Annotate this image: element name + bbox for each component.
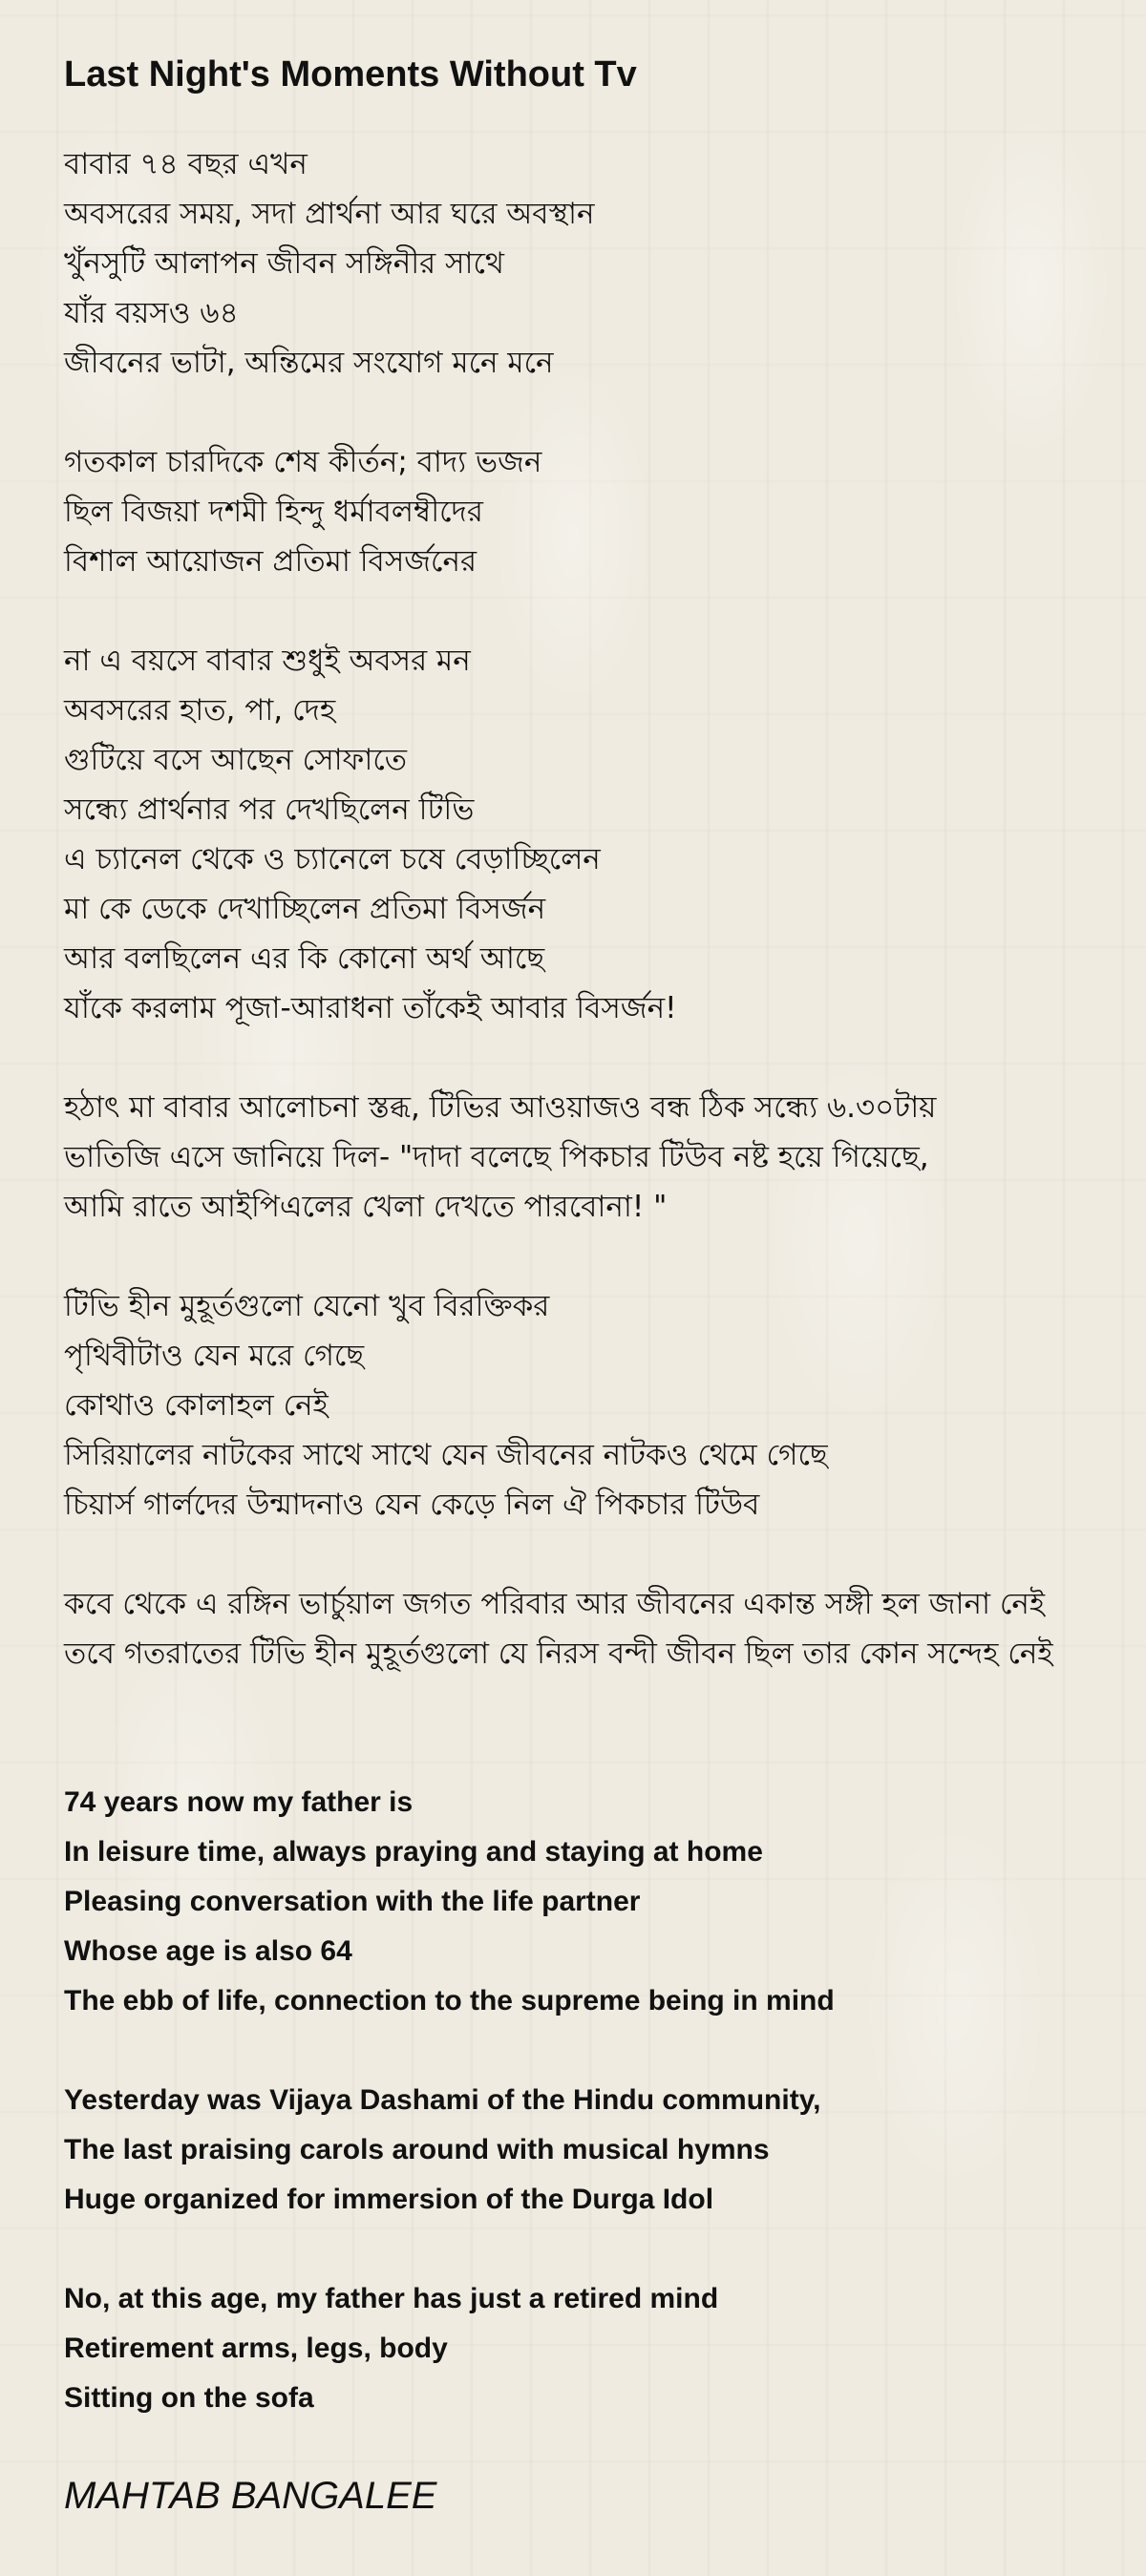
poem-line: The ebb of life, connection to the supreme being in mind (64, 1985, 835, 2016)
poem-line: অবসরের হাত, পা, দেহ (64, 693, 336, 728)
bengali-stanza-5 (64, 1281, 1134, 1530)
bengali-stanza-1 (64, 139, 1134, 388)
poem-line: গতকাল চারদিকে শেষ কীর্তন; বাদ্য ভজন (64, 445, 542, 479)
poem-line: টিভি হীন মুহূর্তগুলো যেনো খুব বিরক্তিকর (64, 1289, 550, 1323)
poem-line: ভাতিজি এসে জানিয়ে দিল- "দাদা বলেছে পিকচার টিউব নষ্ট হয়ে গিয়েছে, (64, 1140, 929, 1174)
poem-line: Retirement arms, legs, body (64, 2333, 448, 2364)
poem-line: In leisure time, always praying and staying at home (64, 1836, 763, 1868)
english-stanza-3 (64, 2274, 1134, 2423)
poem-line: মা কে ডেকে দেখাচ্ছিলেন প্রতিমা বিসর্জন (64, 892, 546, 926)
poem-line: না এ বয়সে বাবার শুধুই অবসর মন (64, 644, 471, 678)
bengali-stanza-3 (64, 636, 1134, 1033)
poem-line: Yesterday was Vijaya Dashami of the Hindu community, (64, 2084, 821, 2116)
poem-line: এ চ্যানেল থেকে ও চ্যানেলে চষে বেড়াচ্ছিলেন (64, 842, 601, 876)
poem-line: 74 years now my father is (64, 1786, 414, 1818)
poem-line: জীবনের ভাটা, অন্তিমের সংযোগ মনে মনে (64, 346, 554, 380)
poem-line: যাঁর বয়সও ৬৪ (64, 296, 239, 330)
poem-line: আমি রাতে আইপিএলের খেলা দেখতে পারবোনা! " (64, 1190, 668, 1224)
english-stanza-2 (64, 2076, 1134, 2225)
poem-line: সিরিয়ালের নাটকের সাথে সাথে যেন জীবনের নাটকও থেমে গেছে (64, 1438, 828, 1472)
poem-content (64, 48, 1134, 2523)
poem-line: অবসরের সময়, সদা প্রার্থনা আর ঘরে অবস্থান (64, 197, 595, 231)
poem-line: গুটিয়ে বসে আছেন সোফাতে (64, 743, 408, 777)
poem-line: খুঁনসুটি আলাপন জীবন সঙ্গিনীর সাথে (64, 246, 504, 281)
bengali-stanza-4 (64, 1083, 1134, 1232)
bengali-stanza-6 (64, 1579, 1134, 1679)
poem-line: বিশাল আয়োজন প্রতিমা বিসর্জনের (64, 544, 478, 579)
bengali-stanza-2 (64, 437, 1134, 586)
poem-line: Pleasing conversation with the life partner (64, 1886, 641, 1917)
poem-line: পৃথিবীটাও যেন মরে গেছে (64, 1339, 365, 1373)
section-divider-space (64, 1728, 1134, 1778)
poem-line: হঠাৎ মা বাবার আলোচনা স্তব্ধ, টিভির আওয়াজও বন্ধ ঠিক সন্ধ্যে ৬.৩০টায় (64, 1090, 937, 1125)
english-stanza-1 (64, 1778, 1134, 2026)
poem-line: তবে গতরাতের টিভি হীন মুহূর্তগুলো যে নিরস বন্দী জীবন ছিল তার কোন সন্দেহ নেই (64, 1636, 1053, 1671)
poem-line: Whose age is also 64 (64, 1935, 352, 1967)
poem-line: Huge organized for immersion of the Durga Idol (64, 2184, 714, 2215)
poem-line: কবে থেকে এ রঙ্গিন ভার্চুয়াল জগত পরিবার আর জীবনের একান্ত সঙ্গী হল জানা নেই (64, 1587, 1046, 1621)
poem-line: Sitting on the sofa (64, 2382, 314, 2414)
poem-line: যাঁকে করলাম পূজা-আরাধনা তাঁকেই আবার বিসর্জন! (64, 991, 677, 1025)
poem-line: চিয়ার্স গার্লদের উন্মাদনাও যেন কেড়ে নিল ঐ পিকচার টিউব (64, 1488, 760, 1522)
poem-line: No, at this age, my father has just a retired mind (64, 2283, 719, 2314)
poem-line: সন্ধ্যে প্রার্থনার পর দেখছিলেন টিভি (64, 792, 475, 827)
poem-title: Last Night's Moments Without Tv (64, 54, 637, 95)
poem-line: ছিল বিজয়া দশমী হিন্দু ধর্মাবলম্বীদের (64, 495, 483, 529)
poem-line: কোথাও কোলাহল নেই (64, 1388, 329, 1423)
poem-line: বাবার ৭৪ বছর এখন (64, 147, 308, 181)
author-name: MAHTAB BANGALEE (64, 2475, 437, 2517)
poem-line: The last praising carols around with musical hymns (64, 2134, 770, 2165)
poem-line: আর বলছিলেন এর কি কোনো অর্থ আছে (64, 941, 545, 976)
